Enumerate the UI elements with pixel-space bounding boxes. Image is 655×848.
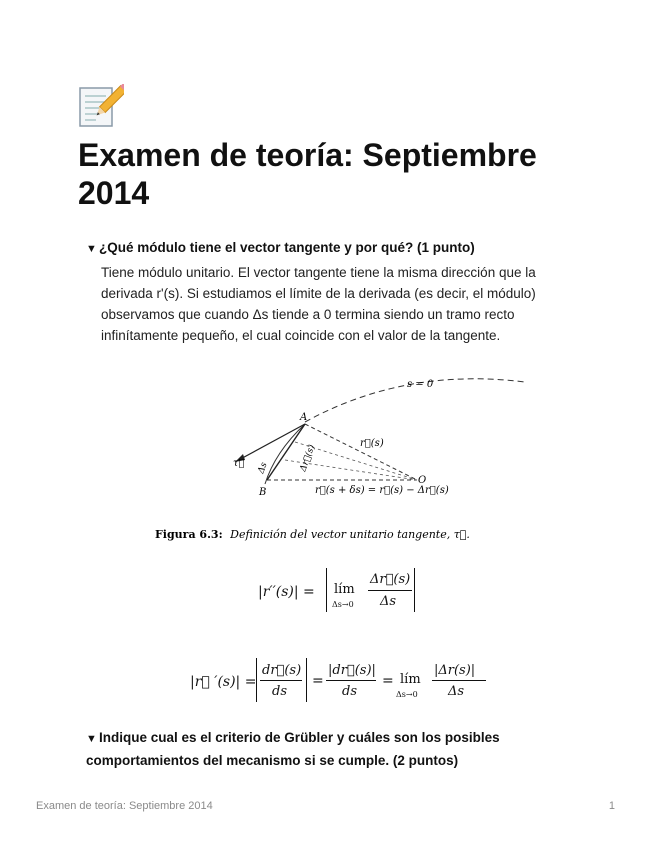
memo-pencil-icon [78, 84, 124, 130]
formula-1-num: Δr⃗(s) [370, 572, 411, 587]
point-o-label: O [418, 475, 427, 486]
formula-1-sub: Δs→0 [332, 600, 354, 609]
answer-paragraph: Tiene módulo unitario. El vector tangente tiene la misma dirección que la derivada r'(s). Si estudiamos el límite de la derivada (es decir, el módulo) observamos que cuando Δs tiende a 0 termina siendo un tramo recto infinítamente pequeño, el cual coincide con el valor de la tangente. [101, 265, 536, 343]
formula-2-b-num: |dr⃗(s)| [328, 663, 376, 678]
caption-bold: Figura 6.3: [155, 528, 223, 541]
footer-title: Examen de teoría: Septiembre 2014 [36, 800, 213, 812]
figure-caption [155, 528, 470, 541]
toggle-question-1[interactable] [86, 237, 556, 260]
formula-2-eq1: = [312, 673, 324, 689]
delta-s-label: Δs [256, 461, 270, 476]
formula-2-c-num: |Δr(s)| [434, 663, 476, 678]
formula-2-lim: lím [400, 672, 421, 687]
tangent-vector-figure [155, 362, 535, 552]
point-b-label: B [259, 487, 267, 498]
question-2-label: Indique cual es el criterio de Grübler y cuáles son los posibles comportamientos del mecanismo si se cumple. (2 puntos) [86, 730, 500, 768]
formula-2-a-num: dr⃗(s) [262, 663, 302, 678]
formula-2-b-den: ds [342, 684, 357, 699]
triangle-down-icon[interactable]: ▼ [86, 243, 97, 255]
caption-italic: Definición del vector unitario tangente, τ⃗. [230, 528, 470, 541]
formula-1-den: Δs [380, 594, 397, 609]
triangle-down-icon[interactable]: ▼ [86, 733, 97, 745]
tau-label: τ⃗ [233, 458, 245, 469]
formula-2-c-den: Δs [448, 684, 465, 699]
formula-1-lim: lím [334, 582, 355, 597]
curve-label: s = 0 [407, 379, 434, 390]
formula-2-a-den: ds [272, 684, 287, 699]
toggle-question-2[interactable] [86, 727, 556, 771]
formula-1-lhs: |r′′(s)| = [258, 584, 315, 600]
page-number: 1 [608, 800, 615, 812]
formula-2-sub: Δs→0 [396, 690, 418, 699]
r-sum-equation: r⃗(s + δs) = r⃗(s) − Δr⃗(s) [315, 485, 449, 496]
question-1-label: ¿Qué módulo tiene el vector tangente y por qué? (1 punto) [99, 240, 475, 255]
r-s-label: r⃗(s) [360, 438, 384, 449]
delta-r-label: Δr⃗(s) [298, 443, 318, 474]
page-title: Examen de teoría: Septiembre 2014 [78, 137, 537, 211]
formula-2-eq2: = [382, 673, 394, 689]
point-a-label: A [300, 412, 308, 423]
formula-2-lhs: |r⃗ ′(s)| = [190, 674, 257, 690]
